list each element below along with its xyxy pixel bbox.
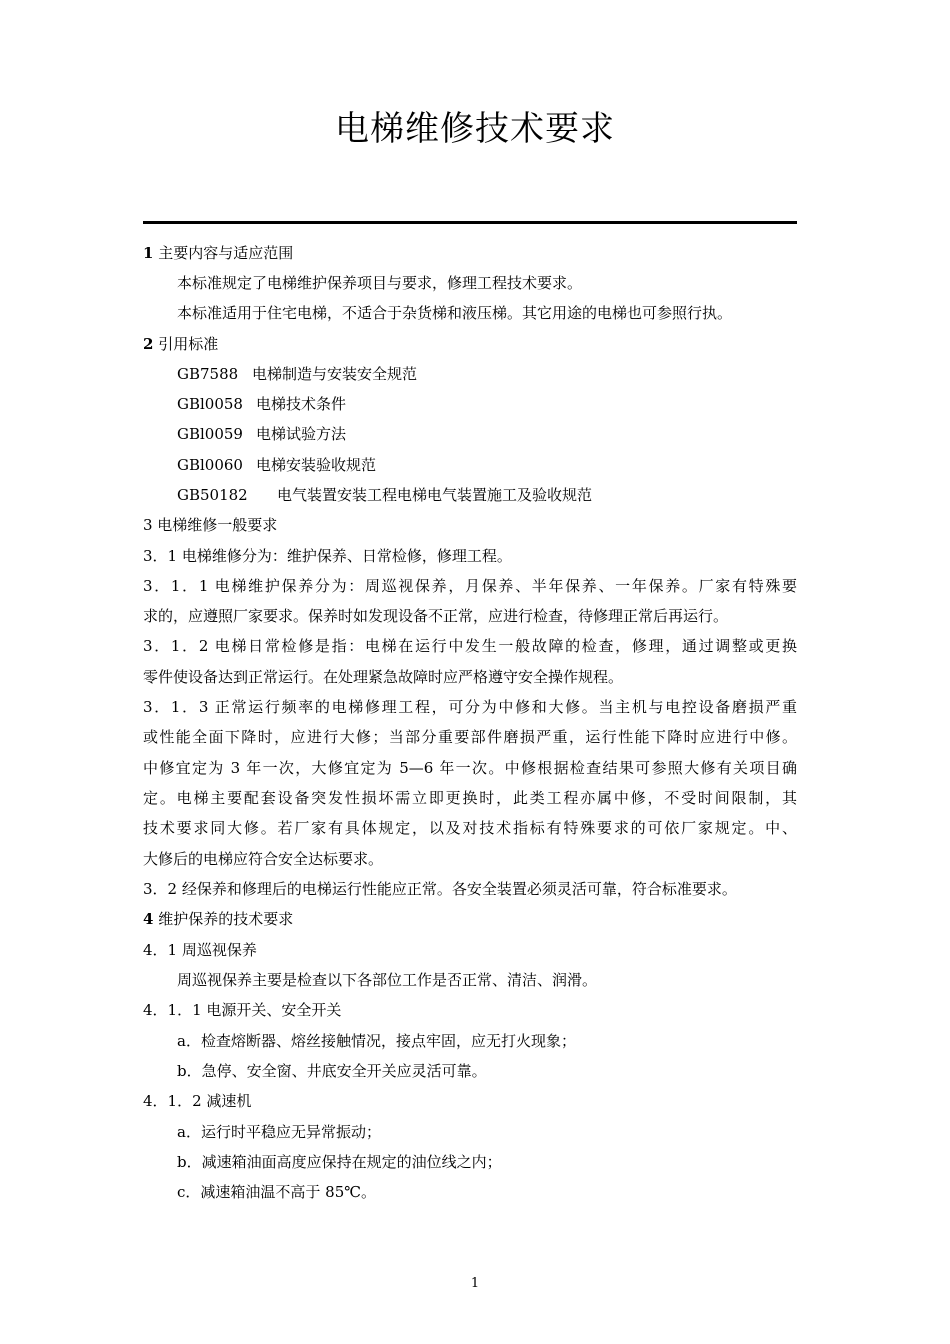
paragraph: 大修后的电梯应符合安全达标要求。	[143, 850, 384, 868]
paragraph: 3．1．2 电梯日常检修是指：电梯在运行中发生一般故障的检查，修理，通过调整或更换	[143, 637, 797, 655]
list-item: a．检查熔断器、熔丝接触情况，接点牢固，应无打火现象；	[177, 1032, 576, 1050]
page-title: 电梯维修技术要求	[335, 109, 615, 149]
subheading: 4．1．1 电源开关、安全开关	[143, 1001, 342, 1019]
reference-standard: GBl0059 电梯试验方法	[177, 425, 347, 443]
paragraph: 本标准规定了电梯维护保养项目与要求，修理工程技术要求。	[177, 274, 583, 292]
paragraph: 或性能全面下降时，应进行大修；当部分重要部件磨损严重，运行性能下降时应进行中修。	[143, 728, 797, 746]
paragraph: 3．1．3 正常运行频率的电梯修理工程，可分为中修和大修。当主机与电控设备磨损严重	[143, 698, 797, 716]
subheading: 4．1．2 减速机	[143, 1092, 252, 1110]
paragraph: 本标准适用于住宅电梯，不适合于杂货梯和液压梯。其它用途的电梯也可参照行执。	[177, 304, 733, 322]
reference-standard: GBl0058 电梯技术条件	[177, 395, 347, 413]
paragraph: 中修宜定为 3 年一次，大修宜定为 5—6 年一次。中修根据检查结果可参照大修有关项目确	[143, 759, 797, 777]
heading-2: 2 引用标准	[143, 335, 219, 353]
paragraph: 3．1．1 电梯维护保养分为：周巡视保养，月保养、半年保养、一年保养。厂家有特殊要	[143, 577, 797, 595]
paragraph: 3．2 经保养和修理后的电梯运行性能应正常。各安全装置必须灵活可靠，符合标准要求。	[143, 880, 737, 898]
paragraph: 周巡视保养主要是检查以下各部位工作是否正常、清洁、润滑。	[177, 971, 598, 989]
reference-standard: GB7588 电梯制造与安装安全规范	[177, 365, 418, 383]
list-item: a．运行时平稳应无异常振动；	[177, 1123, 381, 1141]
list-item: b．减速箱油面高度应保持在规定的油位线之内；	[177, 1153, 502, 1171]
page-number: 1	[470, 1276, 480, 1291]
paragraph: 技术要求同大修。若厂家有具体规定，以及对技术指标有特殊要求的可依厂家规定。中、	[143, 819, 797, 837]
reference-standard: GBl0060 电梯安装验收规范	[177, 456, 377, 474]
subheading: 4．1 周巡视保养	[143, 941, 257, 959]
paragraph: 3．1 电梯维修分为：维护保养、日常检修，修理工程。	[143, 547, 512, 565]
paragraph: 零件使设备达到正常运行。在处理紧急故障时应严格遵守安全操作规程。	[143, 668, 624, 686]
heading-1: 1 主要内容与适应范围	[143, 244, 294, 262]
heading-4: 4 维护保养的技术要求	[143, 910, 294, 928]
list-item: c．减速箱油温不高于 85℃。	[177, 1183, 377, 1201]
reference-standard: GB50182 电气装置安装工程电梯电气装置施工及验收规范	[177, 486, 593, 504]
list-item: b．急停、安全窗、井底安全开关应灵活可靠。	[177, 1062, 487, 1080]
paragraph: 定。电梯主要配套设备突发性损坏需立即更换时，此类工程亦属中修，不受时间限制，其	[143, 789, 797, 807]
heading-3: 3 电梯维修一般要求	[143, 516, 278, 534]
paragraph: 求的，应遵照厂家要求。保养时如发现设备不正常，应进行检查，待修理正常后再运行。	[143, 607, 729, 625]
title-rule	[143, 221, 797, 224]
